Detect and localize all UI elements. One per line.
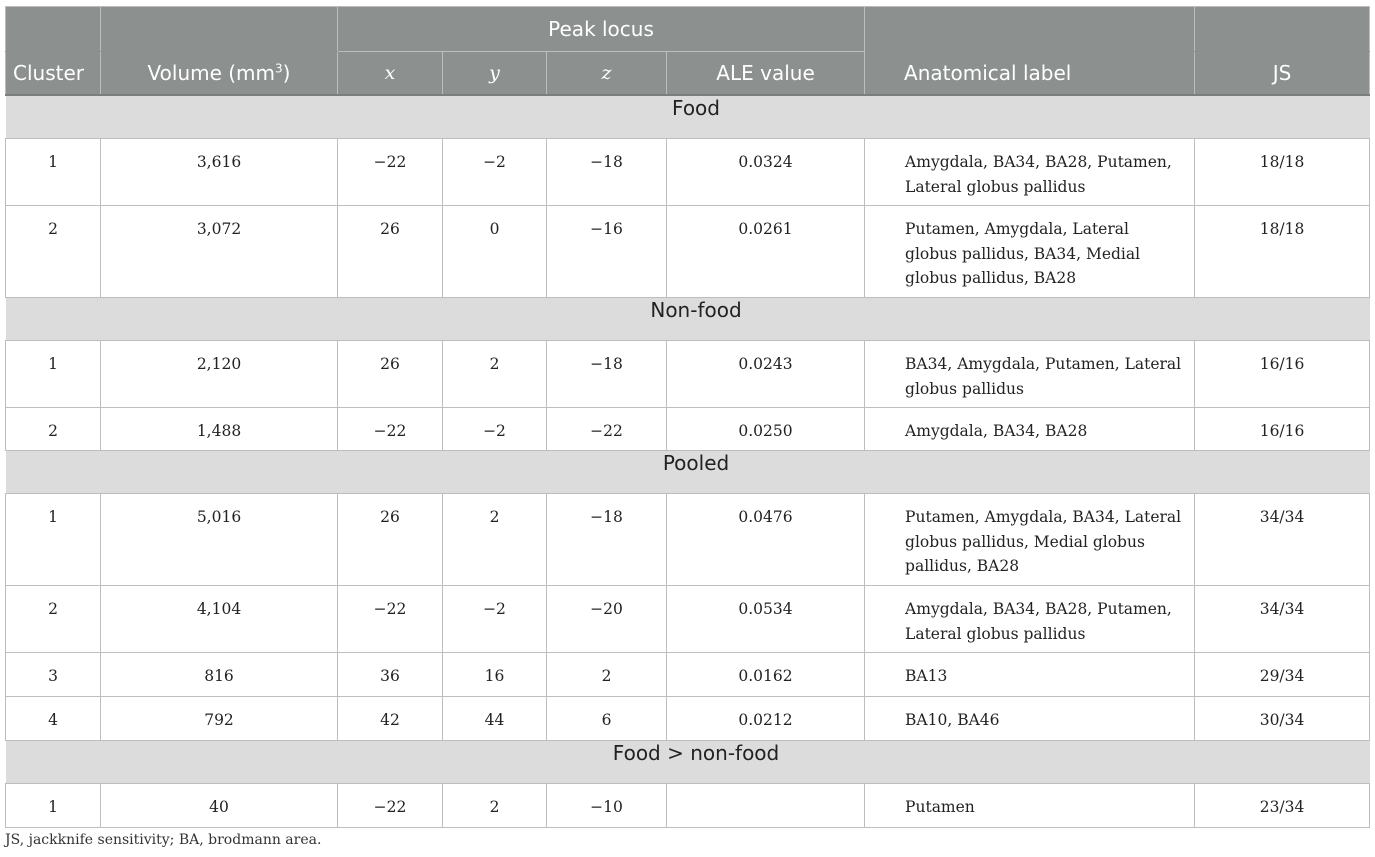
section-row bbox=[6, 741, 1370, 784]
label-cell: BA34, Amygdala, Putamen, Lateral globus pallidus bbox=[865, 341, 1195, 408]
cluster-cell: 1 bbox=[6, 494, 101, 586]
js-cell: 16/16 bbox=[1195, 408, 1370, 451]
y-cell: −2 bbox=[443, 139, 547, 206]
y-header: y bbox=[443, 52, 547, 96]
y-cell: 2 bbox=[443, 494, 547, 586]
ale-cell: 0.0162 bbox=[667, 653, 865, 697]
z-cell: 6 bbox=[547, 697, 667, 741]
label-cell: Amygdala, BA34, BA28, Putamen, Lateral globus pallidus bbox=[865, 586, 1195, 653]
ale-cell bbox=[667, 784, 865, 828]
x-header: x bbox=[338, 52, 443, 96]
label-cell: Amygdala, BA34, BA28, Putamen, Lateral globus pallidus bbox=[865, 139, 1195, 206]
volume-cell: 2,120 bbox=[101, 341, 338, 408]
z-cell: 2 bbox=[547, 653, 667, 697]
label-cell: BA10, BA46 bbox=[865, 697, 1195, 741]
y-cell: 16 bbox=[443, 653, 547, 697]
volume-cell: 816 bbox=[101, 653, 338, 697]
x-cell: 26 bbox=[338, 494, 443, 586]
table-row bbox=[6, 653, 1370, 697]
volume-header bbox=[101, 52, 338, 96]
header-spacer bbox=[1195, 7, 1370, 52]
ale-header: ALE value bbox=[667, 52, 865, 96]
z-cell: −10 bbox=[547, 784, 667, 828]
header-spacer bbox=[865, 7, 1195, 52]
results-table bbox=[5, 6, 1370, 828]
y-cell: 44 bbox=[443, 697, 547, 741]
y-cell: 2 bbox=[443, 784, 547, 828]
volume-header-suffix: ) bbox=[282, 61, 291, 85]
volume-header-exponent: 3 bbox=[275, 61, 283, 76]
label-cell: Amygdala, BA34, BA28 bbox=[865, 408, 1195, 451]
ale-cell: 0.0476 bbox=[667, 494, 865, 586]
js-header: JS bbox=[1195, 52, 1370, 96]
x-cell: −22 bbox=[338, 586, 443, 653]
volume-cell: 5,016 bbox=[101, 494, 338, 586]
js-cell: 23/34 bbox=[1195, 784, 1370, 828]
z-cell: −16 bbox=[547, 206, 667, 298]
section-row bbox=[6, 451, 1370, 494]
table-row bbox=[6, 697, 1370, 741]
x-cell: −22 bbox=[338, 408, 443, 451]
label-cell: BA13 bbox=[865, 653, 1195, 697]
header-spacer bbox=[6, 7, 101, 52]
x-cell: −22 bbox=[338, 139, 443, 206]
ale-cell: 0.0250 bbox=[667, 408, 865, 451]
ale-cell: 0.0243 bbox=[667, 341, 865, 408]
js-cell: 34/34 bbox=[1195, 586, 1370, 653]
section-row bbox=[6, 95, 1370, 139]
z-cell: −18 bbox=[547, 341, 667, 408]
section-title: Food > non-food bbox=[6, 741, 1370, 784]
js-cell: 29/34 bbox=[1195, 653, 1370, 697]
ale-cell: 0.0324 bbox=[667, 139, 865, 206]
ale-cell: 0.0534 bbox=[667, 586, 865, 653]
volume-cell: 4,104 bbox=[101, 586, 338, 653]
x-cell: −22 bbox=[338, 784, 443, 828]
y-cell: −2 bbox=[443, 586, 547, 653]
volume-cell: 3,072 bbox=[101, 206, 338, 298]
volume-header-text: Volume (mm bbox=[147, 61, 276, 85]
table-row bbox=[6, 139, 1370, 206]
table-row bbox=[6, 586, 1370, 653]
volume-cell: 40 bbox=[101, 784, 338, 828]
cluster-cell: 1 bbox=[6, 341, 101, 408]
header-spacer bbox=[101, 7, 338, 52]
volume-cell: 1,488 bbox=[101, 408, 338, 451]
section-title: Food bbox=[6, 95, 1370, 139]
cluster-cell: 1 bbox=[6, 784, 101, 828]
table-row bbox=[6, 784, 1370, 828]
table-body bbox=[6, 95, 1370, 828]
js-cell: 30/34 bbox=[1195, 697, 1370, 741]
cluster-cell: 2 bbox=[6, 408, 101, 451]
z-cell: −18 bbox=[547, 139, 667, 206]
volume-cell: 3,616 bbox=[101, 139, 338, 206]
table-footnote: JS, jackknife sensitivity; BA, brodmann area. bbox=[5, 832, 322, 848]
table-row bbox=[6, 494, 1370, 586]
volume-cell: 792 bbox=[101, 697, 338, 741]
label-cell: Putamen, Amygdala, Lateral globus pallidus, BA34, Medial globus pallidus, BA28 bbox=[865, 206, 1195, 298]
z-cell: −20 bbox=[547, 586, 667, 653]
table-row bbox=[6, 408, 1370, 451]
x-cell: 36 bbox=[338, 653, 443, 697]
ale-cell: 0.0212 bbox=[667, 697, 865, 741]
js-cell: 18/18 bbox=[1195, 206, 1370, 298]
x-cell: 26 bbox=[338, 206, 443, 298]
x-cell: 42 bbox=[338, 697, 443, 741]
js-cell: 18/18 bbox=[1195, 139, 1370, 206]
cluster-cell: 1 bbox=[6, 139, 101, 206]
js-cell: 16/16 bbox=[1195, 341, 1370, 408]
y-cell: 2 bbox=[443, 341, 547, 408]
js-cell: 34/34 bbox=[1195, 494, 1370, 586]
z-cell: −22 bbox=[547, 408, 667, 451]
z-header: z bbox=[547, 52, 667, 96]
cluster-cell: 2 bbox=[6, 586, 101, 653]
section-title: Pooled bbox=[6, 451, 1370, 494]
label-cell: Putamen, Amygdala, BA34, Lateral globus pallidus, Medial globus pallidus, BA28 bbox=[865, 494, 1195, 586]
cluster-cell: 4 bbox=[6, 697, 101, 741]
section-title: Non-food bbox=[6, 298, 1370, 341]
table-row bbox=[6, 341, 1370, 408]
y-cell: −2 bbox=[443, 408, 547, 451]
table-header bbox=[6, 7, 1370, 96]
cluster-cell: 2 bbox=[6, 206, 101, 298]
x-cell: 26 bbox=[338, 341, 443, 408]
cluster-cell: 3 bbox=[6, 653, 101, 697]
z-cell: −18 bbox=[547, 494, 667, 586]
section-row bbox=[6, 298, 1370, 341]
y-cell: 0 bbox=[443, 206, 547, 298]
peak-locus-group-header: Peak locus bbox=[338, 7, 865, 52]
ale-cell: 0.0261 bbox=[667, 206, 865, 298]
label-cell: Putamen bbox=[865, 784, 1195, 828]
anatomical-label-header: Anatomical label bbox=[865, 52, 1195, 96]
table-row bbox=[6, 206, 1370, 298]
cluster-header: Cluster bbox=[6, 52, 101, 96]
